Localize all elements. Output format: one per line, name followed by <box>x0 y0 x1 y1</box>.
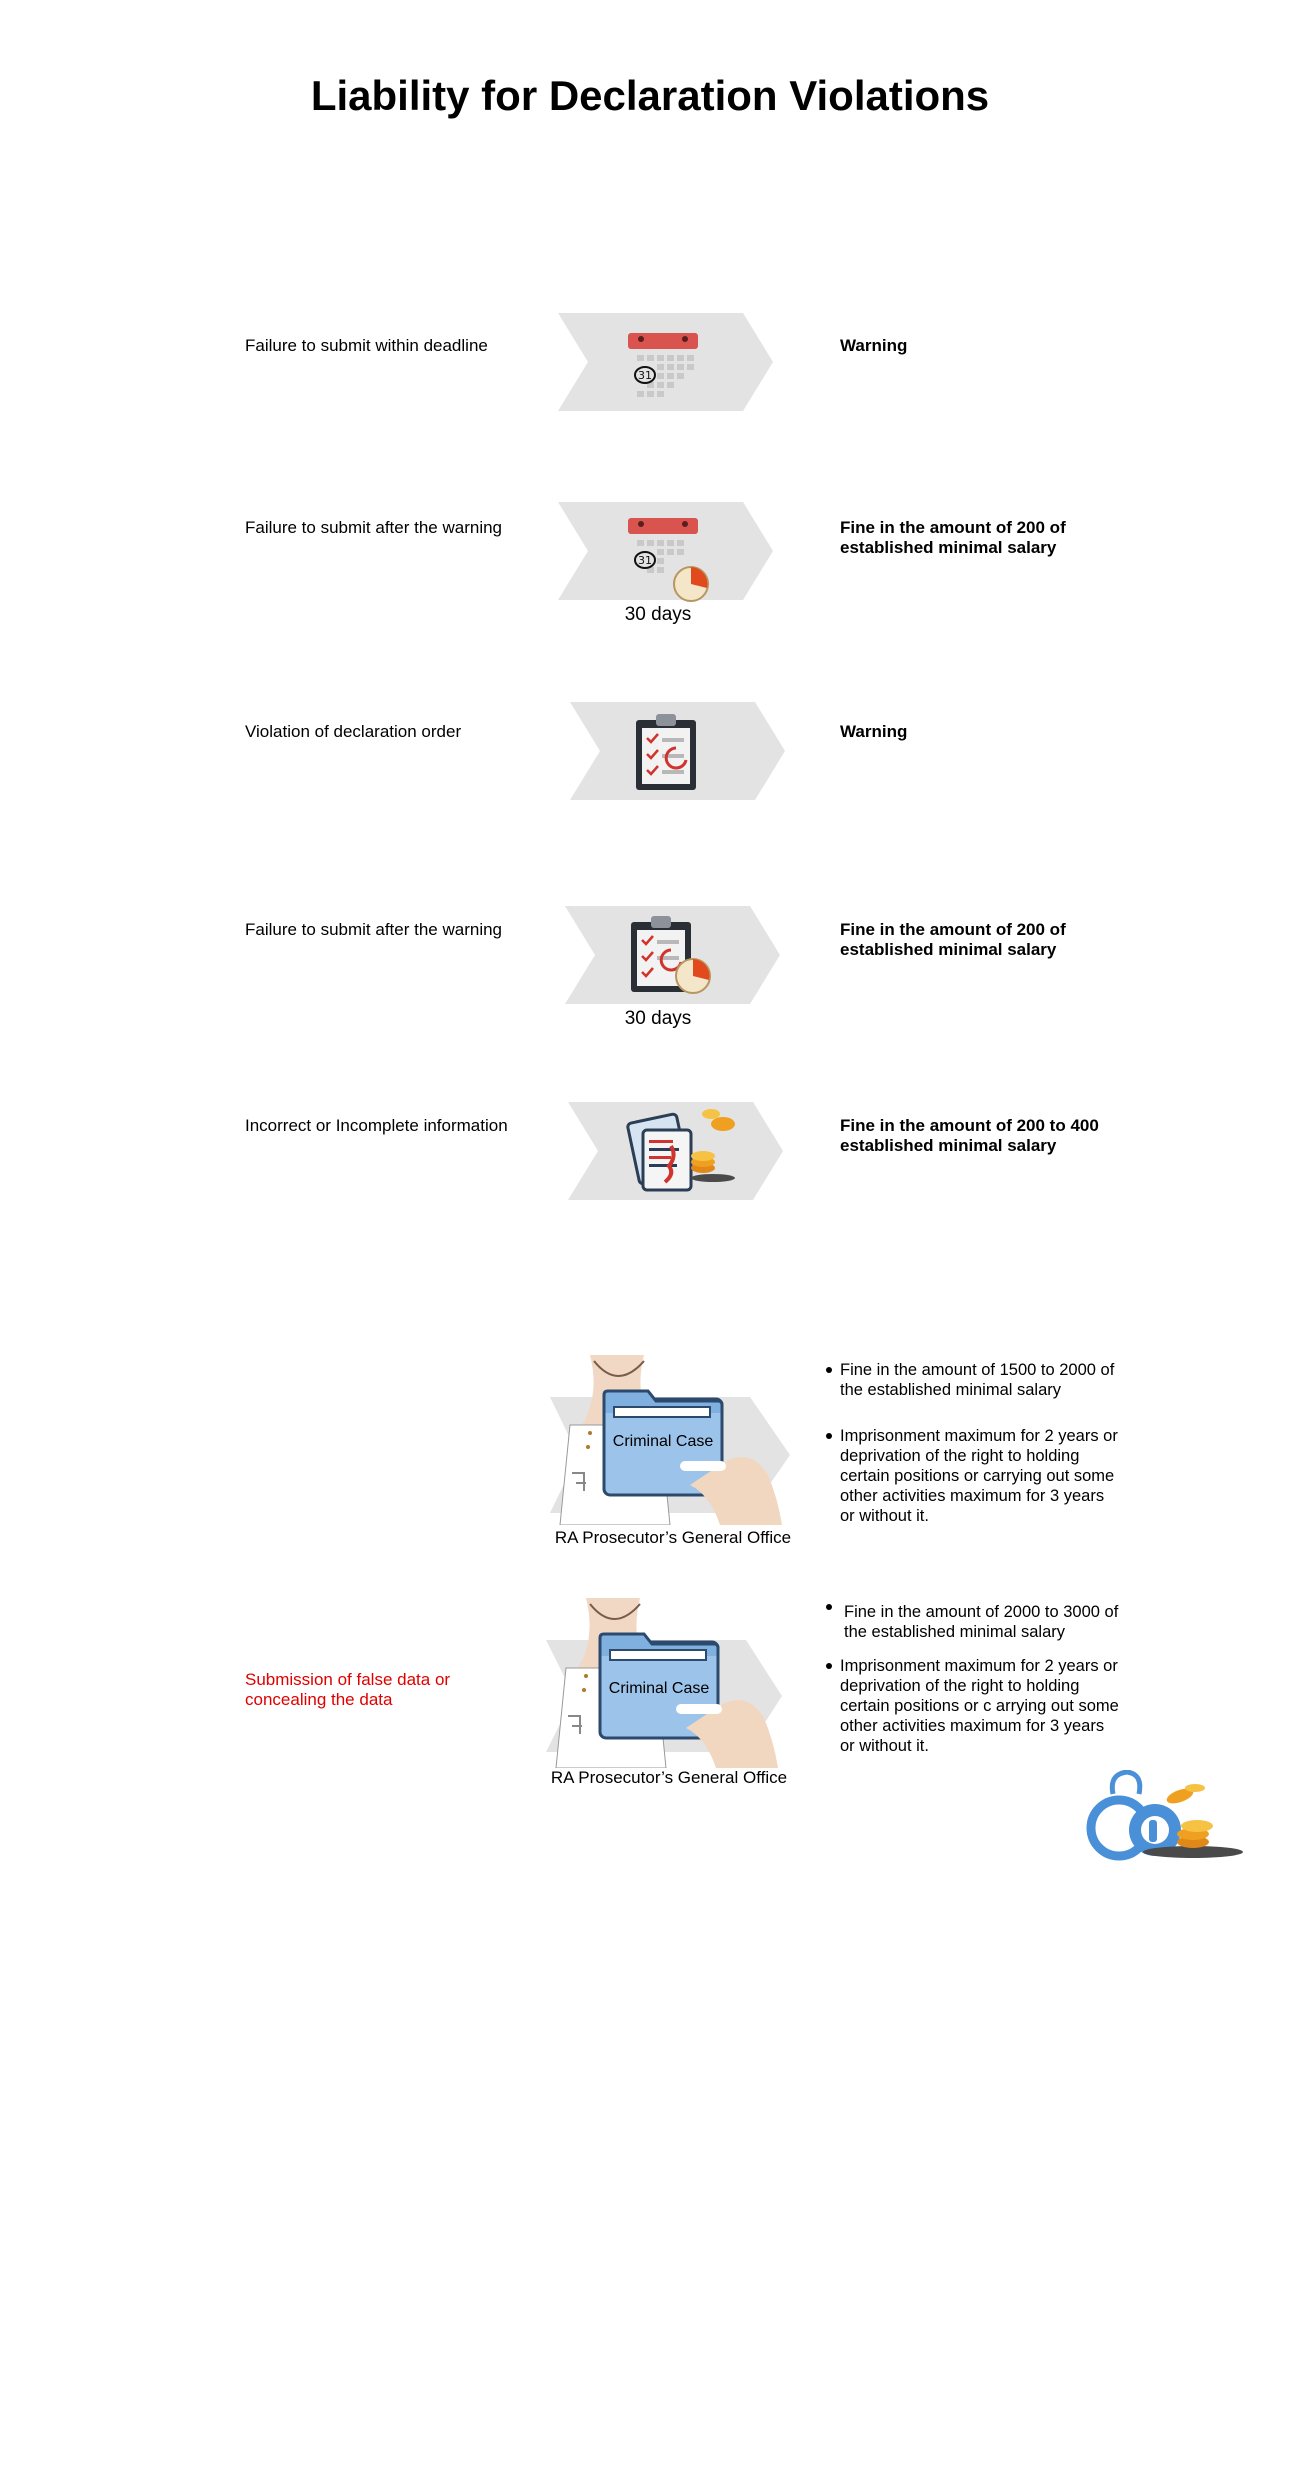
period-caption: 30 days <box>624 1008 692 1029</box>
penalty-list <box>820 1360 1120 1552</box>
calendar-clock-icon <box>623 516 723 606</box>
page-title: Liability for Declaration Violations <box>310 72 990 119</box>
penalty-text: Fine in the amount of 200 to 400 established minimal salary <box>840 1116 1099 1155</box>
list-item: Imprisonment maximum for 2 years or deprivation of the right to holding certain positions or carrying out some other activities maximum for 3 years or without it. <box>820 1426 1120 1526</box>
chevron-arrow <box>558 502 773 600</box>
handcuffs-coins-icon <box>1085 1770 1250 1865</box>
calendar-icon <box>623 331 703 401</box>
violation-label: Failure to submit after the warning <box>245 920 503 939</box>
chevron-arrow <box>568 1102 783 1200</box>
clipboard-clock-icon <box>627 910 717 1000</box>
penalty-text: Fine in the amount of 200 of established minimal salary <box>840 518 1066 557</box>
chevron-arrow <box>565 906 780 1004</box>
office-caption: RA Prosecutor’s General Office <box>554 1528 792 1547</box>
violation-label: Incorrect or Incomplete information <box>245 1116 508 1135</box>
criminal-case-illustration <box>550 1355 790 1525</box>
list-item: Imprisonment maximum for 2 years or deprivation of the right to holding certain positions or c arrying out some other activities maximum for 3 years or without it. <box>820 1656 1120 1756</box>
svg-text:31: 31 <box>638 369 652 382</box>
chevron-arrow <box>558 313 773 411</box>
folder-label: Criminal Case <box>612 1433 714 1450</box>
svg-text:31: 31 <box>638 554 652 567</box>
penalty-text: Fine in the amount of 200 of established minimal salary <box>840 920 1066 959</box>
period-caption: 30 days <box>624 604 692 625</box>
office-caption: RA Prosecutor’s General Office <box>550 1768 788 1787</box>
violation-label: Submission of false data or concealing the data <box>245 1670 451 1709</box>
penalty-list <box>820 1602 1120 1782</box>
penalty-text: Warning <box>840 722 908 741</box>
list-item: Fine in the amount of 1500 to 2000 of the established minimal salary <box>820 1360 1120 1400</box>
criminal-case-illustration <box>546 1598 786 1768</box>
violation-label: Failure to submit within deadline <box>245 336 488 355</box>
document-coins-icon <box>623 1106 743 1196</box>
violation-label: Violation of declaration order <box>245 722 462 741</box>
penalty-text: Warning <box>840 336 908 355</box>
violation-label: Failure to submit after the warning <box>245 518 503 537</box>
folder-label: Criminal Case <box>608 1680 710 1697</box>
clipboard-icon <box>632 712 702 792</box>
chevron-arrow <box>570 702 785 800</box>
list-item: Fine in the amount of 2000 to 3000 of the established minimal salary <box>820 1602 1120 1642</box>
